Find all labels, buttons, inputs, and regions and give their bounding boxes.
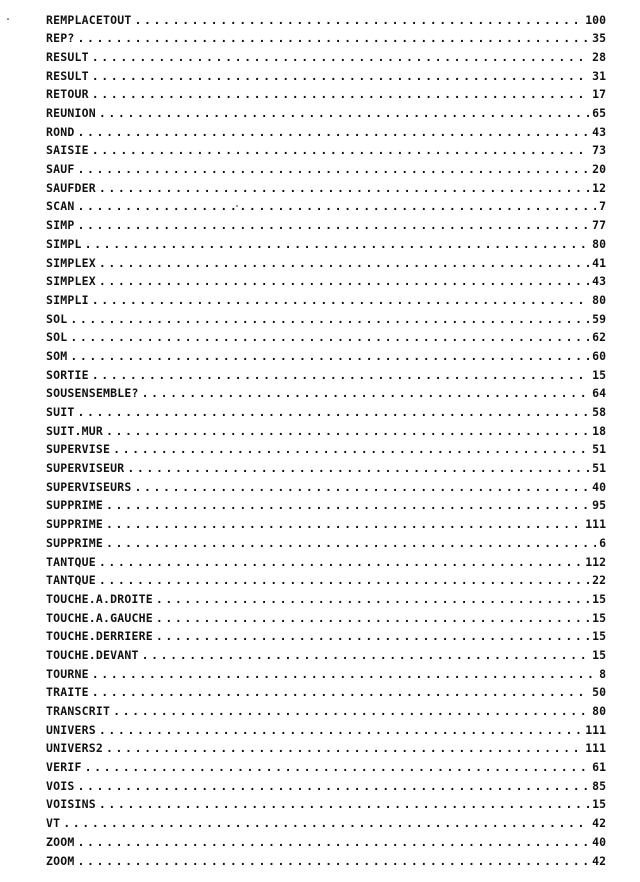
page-number: 35: [592, 31, 606, 46]
index-term: SOL: [46, 311, 68, 326]
dot-leader: [92, 71, 589, 83]
index-term: SUIT: [46, 405, 75, 420]
index-term: ROND: [46, 124, 75, 139]
index-term: VOISINS: [46, 797, 96, 812]
dot-leader: [156, 613, 589, 625]
index-entry: [46, 441, 606, 460]
index-term: SIMPL: [46, 236, 82, 251]
page-number: 31: [592, 68, 606, 83]
index-entry: [46, 198, 606, 217]
page-number: 50: [592, 685, 606, 700]
index-term: TOUCHE.A.DROITE: [46, 591, 153, 606]
page-number: 12: [592, 180, 606, 195]
index-term: VERIF: [46, 760, 82, 775]
dot-leader: [113, 444, 589, 456]
index-entry: [46, 815, 606, 834]
index-entry: [46, 329, 606, 348]
index-term: UNIVERS2: [46, 741, 103, 756]
index-term: RESULT: [46, 49, 89, 64]
index-term: SAUF: [46, 162, 75, 177]
page-number: 77: [592, 218, 606, 233]
dot-leader: [63, 818, 589, 830]
index-entry: [46, 403, 606, 422]
page-number: 80: [592, 292, 606, 307]
index-entry: [46, 628, 606, 647]
page-number: 42: [592, 816, 606, 831]
index-entry: [46, 759, 606, 778]
index-entry: [46, 422, 606, 441]
index-entry: [46, 67, 606, 86]
dot-leader: [106, 519, 582, 531]
index-entry: [46, 48, 606, 67]
index-entry: [46, 721, 606, 740]
index-term: ZOOM: [46, 853, 75, 868]
page-number: 7: [599, 199, 606, 214]
page-number: 15: [592, 629, 606, 644]
index-term: SAISIE: [46, 143, 89, 158]
index-term: TOUCHE.A.GAUCHE: [46, 610, 153, 625]
dot-leader: [92, 295, 589, 307]
index-entry: [46, 553, 606, 572]
index-entry: [46, 235, 606, 254]
index-entry: [46, 534, 606, 553]
dot-leader: [134, 15, 582, 27]
index-entry: [46, 179, 606, 198]
dot-leader: [142, 388, 590, 400]
dot-leader: [142, 650, 590, 662]
index-term: REMPLACETOUT: [46, 12, 132, 27]
page-number: 41: [592, 255, 606, 270]
index-term: SORTIE: [46, 367, 89, 382]
dot-leader: [78, 33, 590, 45]
index-entry: [46, 796, 606, 815]
index-entry: [46, 852, 606, 871]
index-term: SOL: [46, 330, 68, 345]
index-entry: [46, 478, 606, 497]
index-term: UNIVERS: [46, 722, 96, 737]
index-term: ZOOM: [46, 834, 75, 849]
index-entry: [46, 142, 606, 161]
index-term: TANTQUE: [46, 573, 96, 588]
index-entry: [46, 646, 606, 665]
page-number: 59: [592, 311, 606, 326]
page-number: 51: [592, 461, 606, 476]
dot-leader: [78, 201, 597, 213]
index-term: VOIS: [46, 778, 75, 793]
index-list: [46, 11, 606, 871]
index-entry: [46, 254, 606, 273]
dot-leader: [78, 220, 590, 232]
index-entry: [46, 30, 606, 49]
dot-leader: [99, 183, 589, 195]
index-term: SUPERVISEUR: [46, 461, 125, 476]
index-term: SUPPRIME: [46, 535, 103, 550]
index-term: SIMPLI: [46, 292, 89, 307]
index-term: TRANSCRIT: [46, 704, 111, 719]
index-entry: [46, 497, 606, 516]
index-entry: [46, 740, 606, 759]
index-term: SAUFDER: [46, 180, 96, 195]
dot-leader: [134, 482, 589, 494]
index-term: TOUCHE.DEVANT: [46, 647, 139, 662]
dot-leader: [85, 239, 590, 251]
index-entry: [46, 609, 606, 628]
index-entry: [46, 217, 606, 236]
index-entry: [46, 123, 606, 142]
page-number: 15: [592, 591, 606, 606]
dot-leader: [92, 687, 589, 699]
dot-leader: [106, 500, 589, 512]
dot-leader: [78, 407, 590, 419]
index-entry: [46, 291, 606, 310]
page-number: 62: [592, 330, 606, 345]
dot-leader: [92, 52, 589, 64]
dot-leader: [99, 258, 589, 270]
dot-leader: [99, 557, 582, 569]
page-number: 80: [592, 704, 606, 719]
page-number: 111: [585, 741, 606, 756]
index-entry: [46, 310, 606, 329]
page-number: 43: [592, 124, 606, 139]
index-entry: [46, 104, 606, 123]
index-entry: [46, 273, 606, 292]
page-number: 61: [592, 760, 606, 775]
index-term: REP?: [46, 31, 75, 46]
index-term: RETOUR: [46, 87, 89, 102]
page-number: 73: [592, 143, 606, 158]
index-term: SIMP: [46, 218, 75, 233]
page-number: 15: [592, 367, 606, 382]
index-term: TRAITE: [46, 685, 89, 700]
dot-leader: [78, 856, 590, 868]
index-entry: [46, 11, 606, 30]
page-number: 80: [592, 236, 606, 251]
index-entry: [46, 665, 606, 684]
page-number: 51: [592, 442, 606, 457]
page-number: 15: [592, 647, 606, 662]
dot-leader: [78, 837, 590, 849]
dot-leader: [99, 725, 582, 737]
index-term: TOURNE: [46, 666, 89, 681]
page-number: 42: [592, 853, 606, 868]
dot-leader: [127, 463, 589, 475]
index-entry: [46, 86, 606, 105]
dot-leader: [92, 145, 589, 157]
index-entry: [46, 366, 606, 385]
index-entry: [46, 590, 606, 609]
dot-leader: [99, 799, 589, 811]
page-number: 40: [592, 834, 606, 849]
page-number: 95: [592, 498, 606, 513]
scan-speck: [236, 205, 238, 207]
index-term: SOM: [46, 348, 68, 363]
index-term: SIMPLEX: [46, 255, 96, 270]
scan-speck: [7, 18, 9, 20]
dot-leader: [92, 669, 596, 681]
page-number: 64: [592, 386, 606, 401]
dot-leader: [85, 762, 590, 774]
index-entry: [46, 777, 606, 796]
page-number: 28: [592, 49, 606, 64]
dot-leader: [78, 127, 590, 139]
dot-leader: [106, 743, 582, 755]
page-number: 15: [592, 797, 606, 812]
index-term: SIMPLEX: [46, 274, 96, 289]
index-term: SUIT.MUR: [46, 423, 103, 438]
dot-leader: [70, 314, 589, 326]
page-number: 100: [585, 12, 606, 27]
dot-leader: [156, 594, 589, 606]
index-term: SCAN: [46, 199, 75, 214]
index-entry: [46, 516, 606, 535]
index-term: SUPPRIME: [46, 517, 103, 532]
index-entry: [46, 572, 606, 591]
index-entry: [46, 460, 606, 479]
index-term: SOUSENSEMBLE?: [46, 386, 139, 401]
dot-leader: [92, 89, 589, 101]
page-number: 20: [592, 162, 606, 177]
dot-leader: [70, 332, 589, 344]
dot-leader: [113, 706, 589, 718]
page-number: 40: [592, 479, 606, 494]
dot-leader: [106, 538, 596, 550]
index-term: TANTQUE: [46, 554, 96, 569]
page-number: 22: [592, 573, 606, 588]
page-number: 17: [592, 87, 606, 102]
page-number: 60: [592, 348, 606, 363]
index-term: SUPPRIME: [46, 498, 103, 513]
page-number: 18: [592, 423, 606, 438]
page-number: 6: [599, 535, 606, 550]
index-term: REUNION: [46, 106, 96, 121]
dot-leader: [156, 631, 589, 643]
page-number: 8: [599, 666, 606, 681]
page-number: 15: [592, 610, 606, 625]
index-entry: [46, 684, 606, 703]
index-entry: [46, 833, 606, 852]
index-term: SUPERVISE: [46, 442, 111, 457]
index-term: SUPERVISEURS: [46, 479, 132, 494]
dot-leader: [99, 575, 589, 587]
dot-leader: [78, 781, 590, 793]
page-number: 85: [592, 778, 606, 793]
page-number: 65: [592, 106, 606, 121]
index-entry: [46, 702, 606, 721]
dot-leader: [99, 108, 589, 120]
dot-leader: [99, 276, 589, 288]
index-entry: [46, 161, 606, 180]
page-number: 43: [592, 274, 606, 289]
dot-leader: [78, 164, 590, 176]
index-entry: [46, 347, 606, 366]
page-number: 112: [585, 554, 606, 569]
index-term: VT: [46, 816, 61, 831]
index-term: TOUCHE.DERRIERE: [46, 629, 153, 644]
dot-leader: [70, 351, 589, 363]
index-term: RESULT: [46, 68, 89, 83]
dot-leader: [92, 370, 589, 382]
page-number: 111: [585, 722, 606, 737]
page-number: 58: [592, 405, 606, 420]
dot-leader: [106, 426, 589, 438]
index-entry: [46, 385, 606, 404]
page-number: 111: [585, 517, 606, 532]
